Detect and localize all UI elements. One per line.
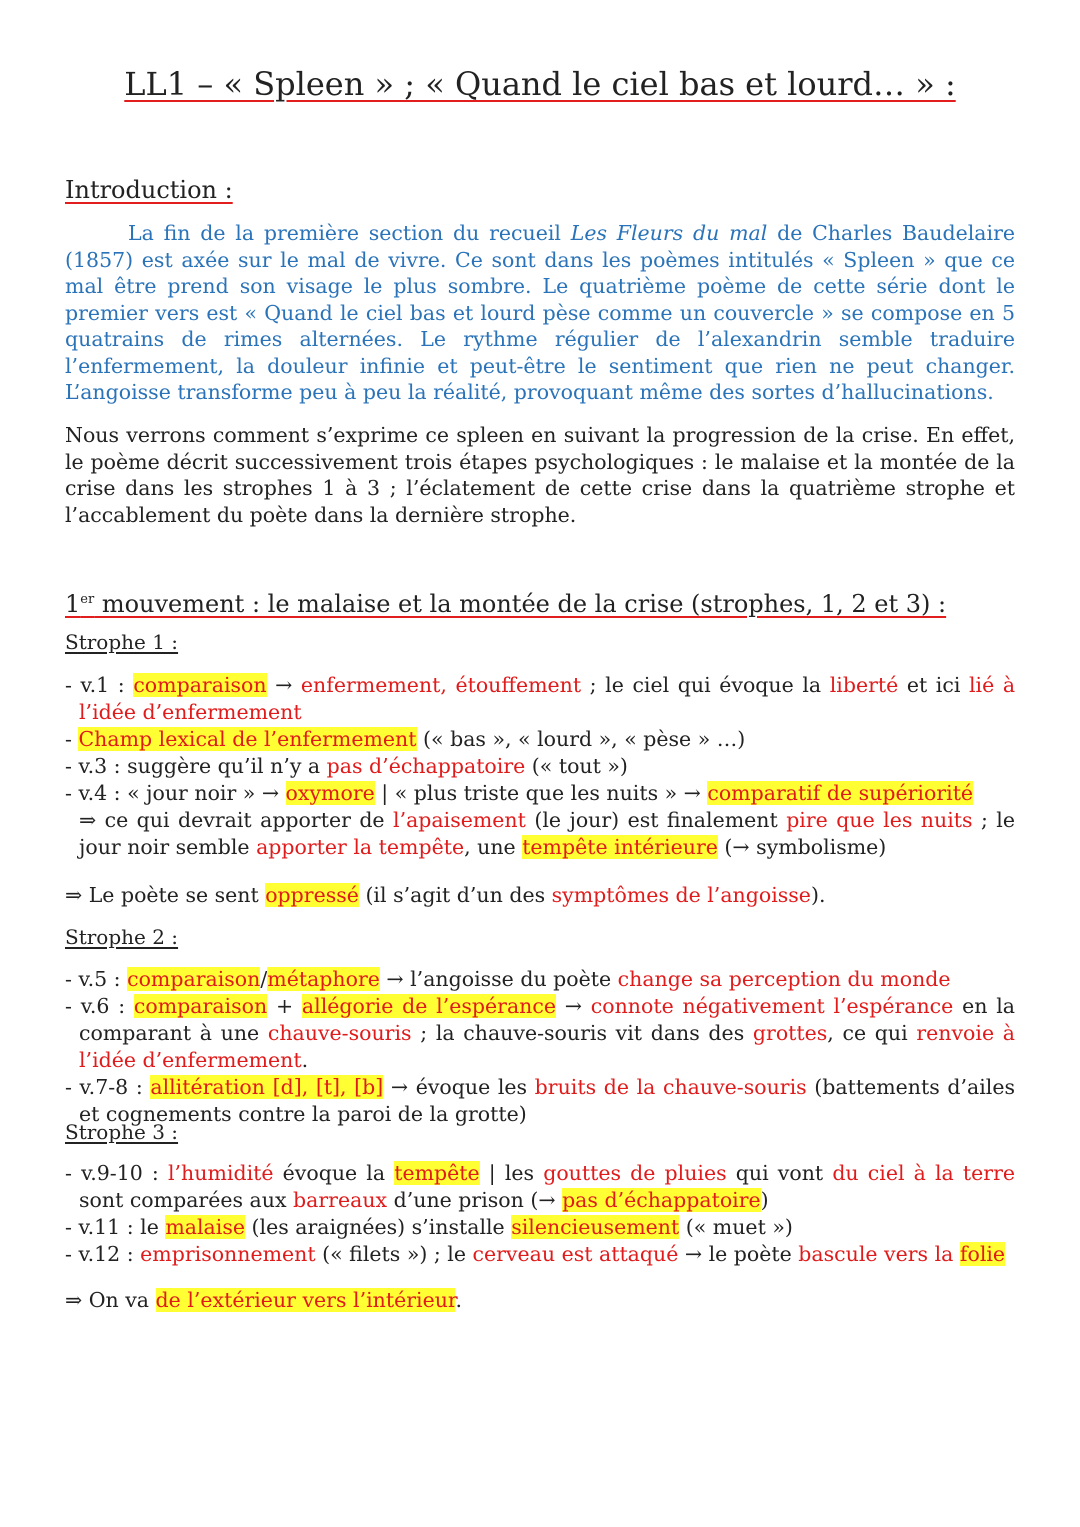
- movement-1-heading: [65, 584, 946, 620]
- intro-paragraph-1: [65, 220, 1015, 406]
- intro-heading: Introduction :: [65, 176, 233, 204]
- list-item: - v.12 : emprisonnement (« filets ») ; le cerveau est attaqué → le poète bascule vers la folie: [65, 1242, 1006, 1266]
- strophe-1-heading: Strophe 1 :: [65, 630, 179, 654]
- movement-text: mouvement : le malaise et la montée de la crise (strophes, 1, 2 et 3) :: [94, 590, 947, 618]
- intro-p1-text-b: de Charles Baudelaire (1857) est axée sur le mal de vivre. Ce sont dans les poèmes intitulés « Spleen » que ce mal être prend son visage le plus sombre. Le quatrième poème de cette série dont le premier vers est « Quand le ciel bas et lourd pèse comme un couvercle » se compose en 5 quatrains de rimes alternées. Le rythme régulier de l’alexandrin semble traduire l’enfermement, la douleur infinie et peut-être le sentiment que rien ne peut changer. L’angoisse transforme peu à peu la réalité, provoquant même des sortes d’hallucinations.: [65, 221, 1016, 404]
- strophe-2-heading: Strophe 2 :: [65, 925, 179, 949]
- intro-paragraph-2: Nous verrons comment s’exprime ce spleen en suivant la progression de la crise. En effet, le poème décrit successivement trois étapes psychologiques : le malaise et la montée de la crise dans les strophes 1 à 3 ; l’éclatement de cette crise dans la quatrième strophe et l’accablement du poète dans la dernière strophe.: [65, 423, 1015, 527]
- list-item: - v.6 : comparaison + allégorie de l’espérance → connote négativement l’espérance en la comparant à une chauve-souris ; la chauve-souris vit dans des grottes, ce qui renvoie à l’idée d’enfermement.: [65, 994, 1016, 1072]
- list-item: - v.5 : comparaison/métaphore → l’angoisse du poète change sa perception du monde: [65, 967, 951, 991]
- list-item: - v.7-8 : allitération [d], [t], [b] → évoque les bruits de la chauve-souris (battements d’ailes et cognements contre la paroi de la grotte): [65, 1075, 1015, 1126]
- page-title: [0, 62, 1080, 106]
- list-item: - v.11 : le malaise (les araignées) s’installe silencieusement (« muet »): [65, 1215, 793, 1239]
- intro-p1-text-a: La fin de la première section du recueil: [128, 221, 571, 245]
- list-item: - v.3 : suggère qu’il n’y a pas d’échappatoire (« tout »): [65, 754, 628, 778]
- movement-sup: er: [80, 592, 95, 607]
- strophe-1-list: [65, 672, 1015, 861]
- intro-book-title: Les Fleurs du mal: [570, 221, 768, 245]
- list-item: - v.9-10 : l’humidité évoque la tempête | les gouttes de pluies qui vont du ciel à la terre sont comparées aux barreaux d’une prison (→ pas d’échappatoire): [65, 1161, 1016, 1212]
- movement-num: 1: [65, 590, 81, 618]
- strophe-3-conclusion: ⇒ On va de l’extérieur vers l’intérieur.: [65, 1288, 462, 1312]
- list-item: - Champ lexical de l’enfermement (« bas », « lourd », « pèse » …): [65, 727, 746, 751]
- strophe-1-conclusion: ⇒ Le poète se sent oppressé (il s’agit d’un des symptômes de l’angoisse).: [65, 883, 826, 907]
- list-item: - v.4 : « jour noir » → oxymore | « plus triste que les nuits » → comparatif de supériorité: [65, 781, 974, 805]
- list-item: ⇒ ce qui devrait apporter de l’apaisement (le jour) est finalement pire que les nuits ; le jour noir semble apporter la tempête, une tempête intérieure (→ symbolisme): [79, 808, 1015, 859]
- strophe-3-heading: Strophe 3 :: [65, 1120, 179, 1144]
- strophe-2-list: [65, 966, 1015, 1128]
- page-title-text: LL1 – « Spleen » ; « Quand le ciel bas et lourd… » :: [124, 65, 956, 103]
- strophe-3-list: [65, 1160, 1015, 1268]
- list-item: - v.1 : comparaison → enfermement, étouffement ; le ciel qui évoque la liberté et ici lié à l’idée d’enfermement: [65, 673, 1016, 724]
